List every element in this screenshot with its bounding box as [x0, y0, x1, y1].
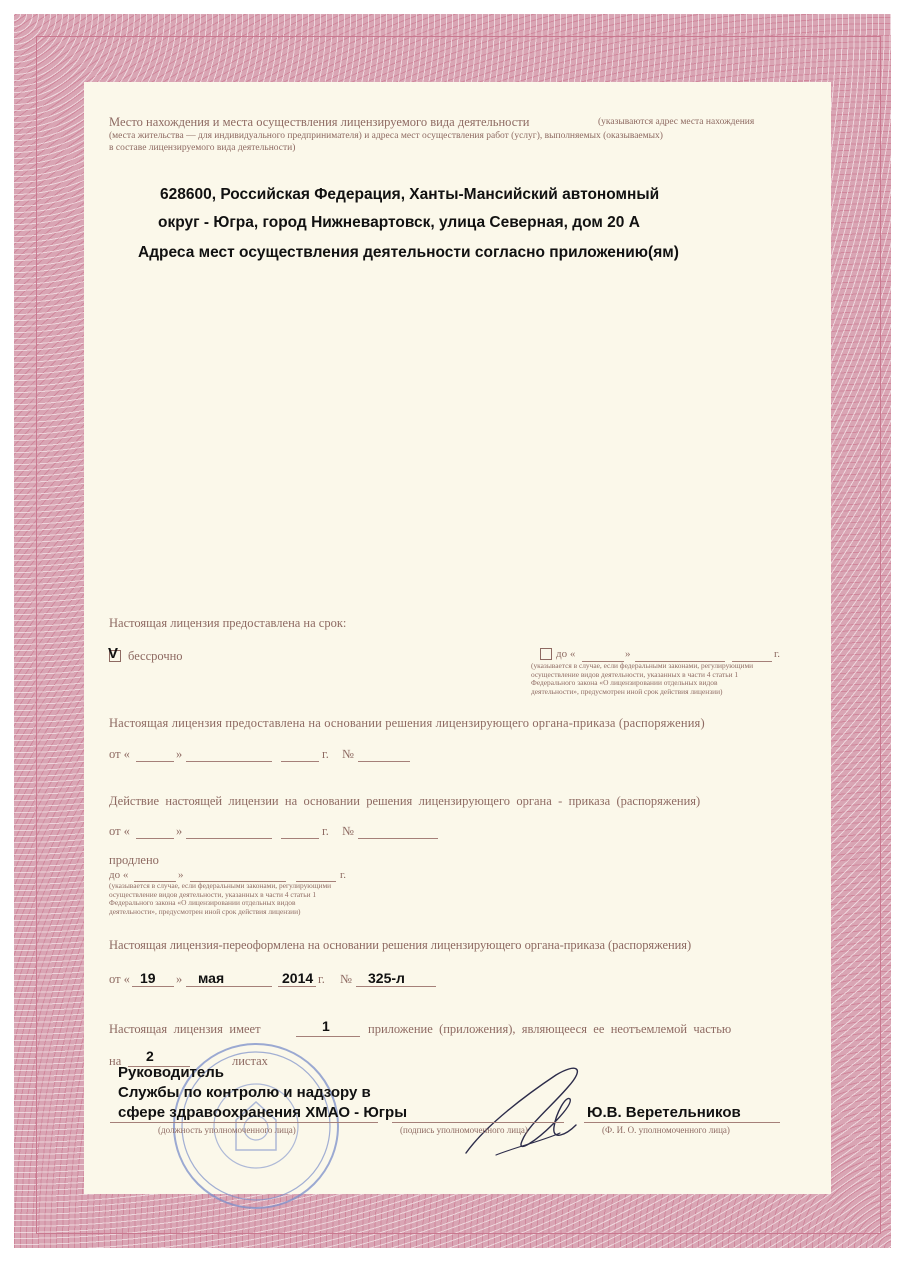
- reissue-no: №: [340, 972, 352, 986]
- signer-position-line-3: сфере здравоохранения ХМАО - Югры: [118, 1104, 408, 1121]
- header-line-2: (места жительства — для индивидуального предпринимателя) и адреса мест осуществления работ (услуг), выполняемых (оказываемых): [109, 131, 663, 141]
- address-line-3: Адреса мест осуществления деятельности согласно приложению(ям): [138, 244, 679, 261]
- basis-g: г.: [322, 747, 329, 761]
- term-label: Настоящая лицензия предоставлена на срок:: [109, 616, 347, 630]
- extension-do: до «: [109, 869, 129, 881]
- header-line-1: Место нахождения и места осуществления лицензируемого вида деятельности: [109, 115, 530, 129]
- header-line-3: в составе лицензируемого вида деятельности): [109, 143, 296, 153]
- basis-no: №: [342, 747, 354, 761]
- term-note: (указывается в случае, если федеральными законами, регулирующими осуществление видов деятельности, указанных в части 4 статьи 1 Федерального закона «О лицензировании отдельных видов деятельности», предусмотрен иной срок действия лицензии): [531, 661, 754, 696]
- extension-do-g: г.: [340, 869, 347, 881]
- reissue-ot: от «: [109, 972, 130, 986]
- annex-text-b: приложение (приложения), являющееся ее неотъемлемой частью: [368, 1022, 732, 1036]
- annex-listah: листах: [232, 1054, 268, 1068]
- signer-position-line-1: Руководитель: [118, 1064, 224, 1081]
- position-caption: (должность уполномоченного лица): [158, 1125, 296, 1135]
- extension-g: г.: [322, 824, 329, 838]
- address-line-1: 628600, Российская Федерация, Ханты-Мансийский автономный: [160, 186, 660, 203]
- reissue-month: мая: [198, 970, 225, 986]
- term-until-mid: »: [625, 648, 631, 660]
- reissue-mid: »: [176, 972, 183, 986]
- reissue-day: 19: [140, 970, 156, 986]
- unlimited-label: бессрочно: [128, 649, 183, 663]
- extension-ot: от «: [109, 824, 130, 838]
- header-line-1-note: (указываются адрес места нахождения: [598, 117, 755, 127]
- extension-mid: »: [176, 824, 183, 838]
- term-until-checkbox: [540, 648, 552, 660]
- extension-label: Действие настоящей лицензии на основании решения лицензирующего органа - приказа (распоряжения): [109, 794, 701, 808]
- reissue-number: 325-л: [368, 970, 405, 986]
- extension-prodleno: продлено: [109, 853, 159, 867]
- reissue-year: 2014: [282, 970, 314, 986]
- term-until-g: г.: [774, 648, 781, 660]
- annex-na: на: [109, 1054, 122, 1068]
- signer-position-line-2: Службы по контролю и надзору в: [118, 1084, 371, 1101]
- extension-do-mid: »: [178, 869, 184, 881]
- check-mark: V: [108, 645, 119, 662]
- basis-mid: »: [176, 747, 183, 761]
- reissue-label: Настоящая лицензия-переоформлена на основании решения лицензирующего органа-приказа (распоряжения): [109, 938, 692, 952]
- extension-no: №: [342, 824, 354, 838]
- handwritten-signature-icon: [456, 1055, 606, 1167]
- annex-sheets: 2: [146, 1048, 154, 1064]
- name-caption: (Ф. И. О. уполномоченного лица): [602, 1125, 730, 1135]
- reissue-g: г.: [318, 972, 325, 986]
- basis-label: Настоящая лицензия предоставлена на основании решения лицензирующего органа-приказа (распоряжения): [109, 716, 705, 730]
- annex-count: 1: [322, 1018, 330, 1034]
- signer-name: Ю.В. Веретельников: [587, 1104, 741, 1121]
- extension-note: (указывается в случае, если федеральными законами, регулирующими осуществление видов деятельности, указанных в части 4 статьи 1 Федерального закона «О лицензировании отдельных видов деятельности», предусмотрен иной срок действия лицензии): [109, 881, 332, 916]
- address-line-2: округ - Югра, город Нижневартовск, улица Северная, дом 20 А: [158, 214, 640, 231]
- basis-ot: от «: [109, 747, 130, 761]
- term-until-prefix: до «: [556, 648, 576, 660]
- annex-text-a: Настоящая лицензия имеет: [109, 1022, 261, 1036]
- signature-caption: (подпись уполномоченного лица): [400, 1125, 528, 1135]
